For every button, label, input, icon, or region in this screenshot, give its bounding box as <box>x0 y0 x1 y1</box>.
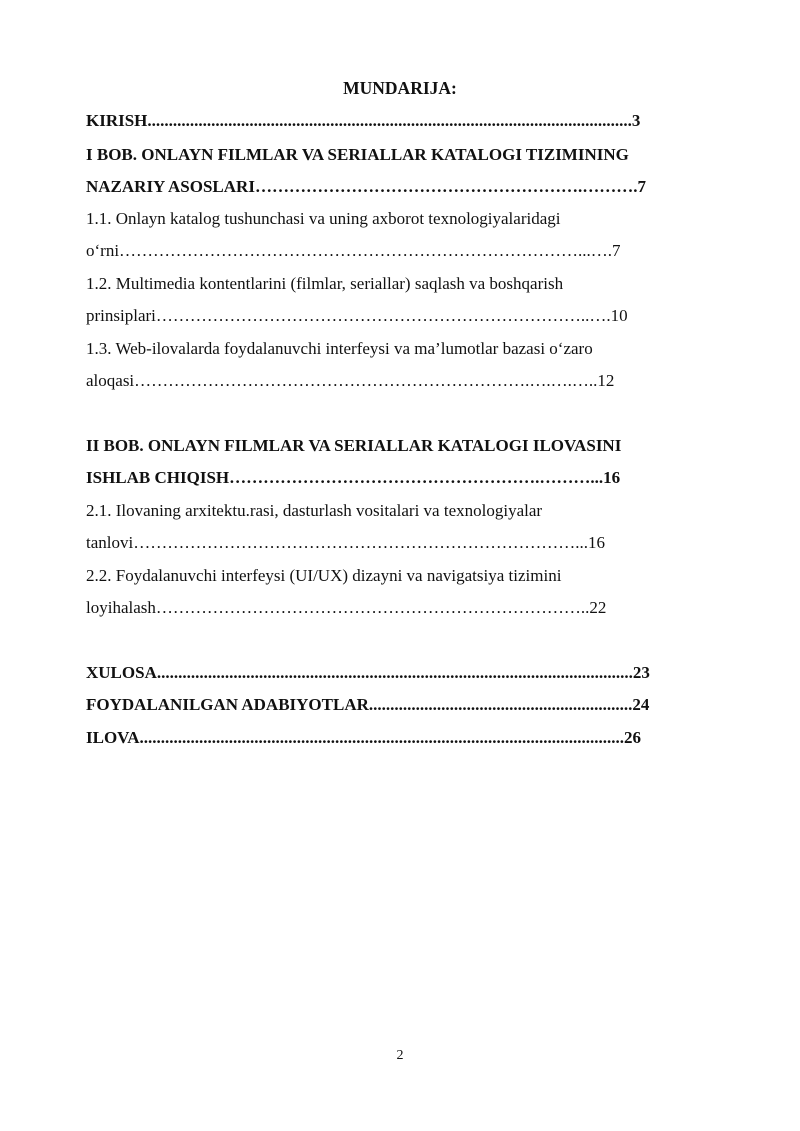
toc-title: MUNDARIJA: <box>343 78 457 98</box>
toc-section-1-2-cont: prinsiplari…………………………………………………………………..….10 <box>86 306 628 325</box>
page-number: 2 <box>396 1048 404 1063</box>
toc-section-2-1-cont: tanlovi……………………………………………………………………...16 <box>86 533 605 552</box>
toc-chapter-1-heading-cont: NAZARIY ASOSLARI………………………………………………….……….7 <box>86 177 646 196</box>
toc-entry-kirish: KIRISH..................................................................................................................3 <box>86 111 641 130</box>
toc-chapter-2-heading-cont: ISHLAB CHIQISH……………………………………………….………...16 <box>86 468 621 487</box>
toc-section-1-1: 1.1. Onlayn katalog tushunchasi va uning axborot texnologiyalaridagi <box>86 209 561 228</box>
toc-section-1-3: 1.3. Web-ilovalarda foydalanuvchi interfeysi va ma’lumotlar bazasi o‘zaro <box>86 339 593 358</box>
toc-section-2-2: 2.2. Foydalanuvchi interfeysi (UI/UX) dizayni va navigatsiya tizimini <box>86 566 562 585</box>
toc-section-2-1: 2.1. Ilovaning arxitektu.rasi, dasturlash vositalari va texnologiyalar <box>86 501 543 520</box>
toc-chapter-1-heading: I BOB. ONLAYN FILMLAR VA SERIALLAR KATALOGI TIZIMINING <box>86 145 629 164</box>
toc-section-1-1-cont: o‘rni………………………………………………………………………...….7 <box>86 241 621 260</box>
toc-entry-xulosa: XULOSA................................................................................................................23 <box>86 663 650 682</box>
toc-section-1-3-cont: aloqasi…………………………………………………………….….….…..12 <box>86 371 615 390</box>
toc-chapter-2-heading: II BOB. ONLAYN FILMLAR VA SERIALLAR KATALOGI ILOVASINI <box>86 436 622 455</box>
toc-section-1-2: 1.2. Multimedia kontentlarini (filmlar, seriallar) saqlash va boshqarish <box>86 274 564 293</box>
toc-entry-adabiyotlar: FOYDALANILGAN ADABIYOTLAR..............................................................24 <box>86 695 650 714</box>
toc-section-2-2-cont: loyihalash…………………………………………………………………..22 <box>86 598 607 617</box>
toc-entry-ilova: ILOVA..................................................................................................................26 <box>86 728 642 747</box>
